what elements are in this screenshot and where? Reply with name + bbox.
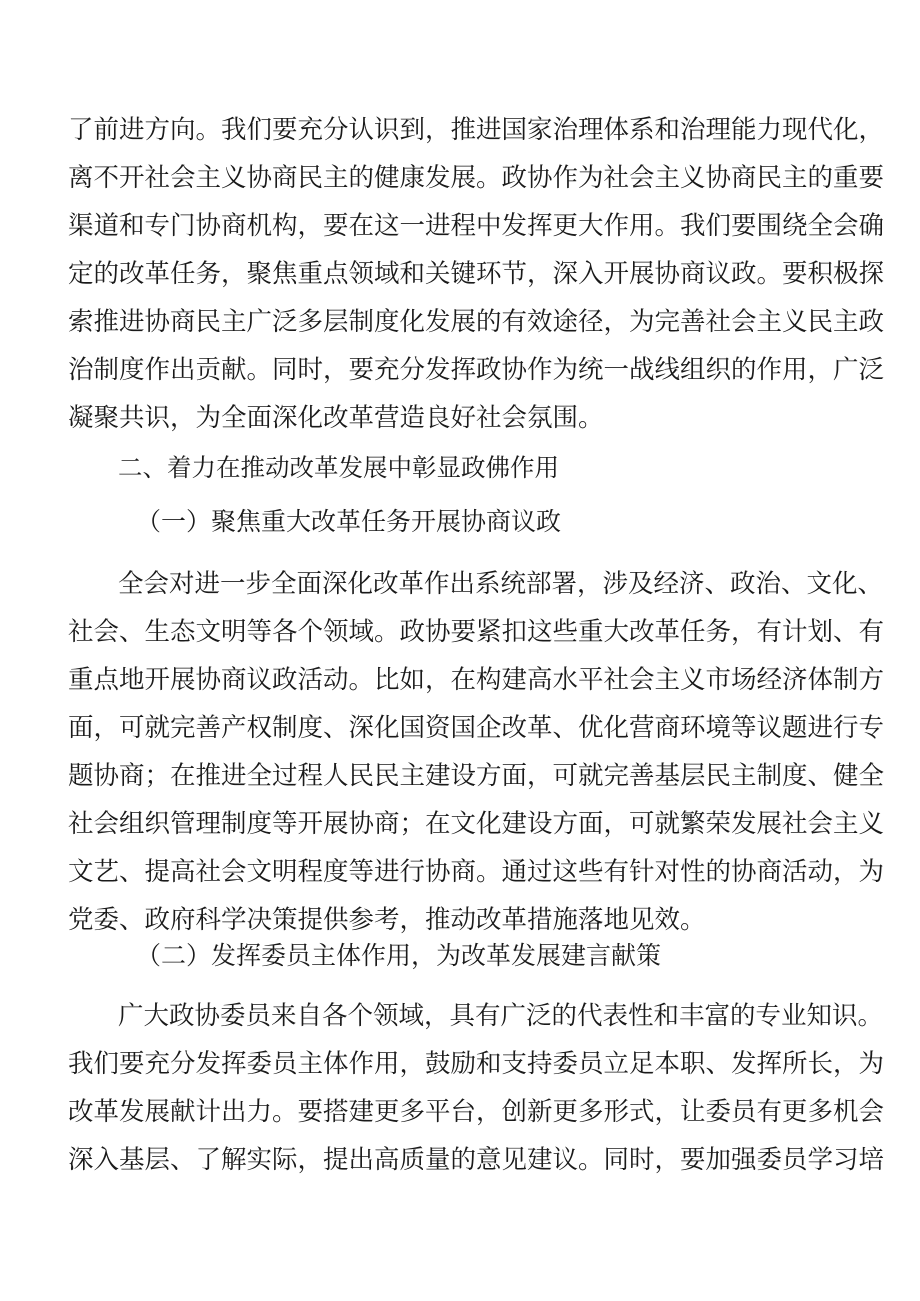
- section-heading: 二、着力在推动改革发展中彰显政佛作用: [118, 453, 559, 482]
- paragraph-line: 我们要充分发挥委员主体作用，鼓励和支持委员立足本职、发挥所长，为: [68, 1049, 885, 1079]
- paragraph-line: 改革发展献计出力。要搭建更多平台，创新更多形式，让委员有更多机会: [68, 1097, 885, 1127]
- paragraph-line: 索推进协商民主广泛多层制度化发展的有效途径，为完善社会主义民主政: [68, 307, 885, 337]
- paragraph-line: 治制度作出贡献。同时，要充分发挥政协作为统一战线组织的作用，广泛: [68, 355, 885, 385]
- paragraph-line: 定的改革任务，聚焦重点领域和关键环节，深入开展协商议政。要积极探: [68, 259, 885, 289]
- paragraph-line: 社会组织管理制度等开展协商；在文化建设方面，可就繁荣发展社会主义: [68, 809, 885, 839]
- paragraph-line: 渠道和专门协商机构，要在这一进程中发挥更大作用。我们要围绕全会确: [68, 211, 885, 241]
- subsection-heading: （二）发挥委员主体作用，为改革发展建言献策: [136, 941, 662, 970]
- paragraph-line: 全会对进一步全面深化改革作出系统部署，涉及经济、政治、文化、: [118, 569, 884, 599]
- paragraph-line: 社会、生态文明等各个领域。政协要紧扣这些重大改革任务，有计划、有: [68, 617, 885, 647]
- paragraph-line: 重点地开展协商议政活动。比如，在构建高水平社会主义市场经济体制方: [68, 665, 885, 695]
- paragraph-line: 离不开社会主义协商民主的健康发展。政协作为社会主义协商民主的重要: [68, 163, 885, 193]
- paragraph-line: 文艺、提高社会文明程度等进行协商。通过这些有针对性的协商活动，为: [68, 857, 885, 887]
- subsection-heading: （一）聚焦重大改革任务开展协商议政: [136, 507, 562, 536]
- paragraph-line: 党委、政府科学决策提供参考，推动改革措施落地见效。: [68, 905, 706, 935]
- paragraph-line: 面，可就完善产权制度、深化国资国企改革、优化营商环境等议题进行专: [68, 713, 885, 743]
- paragraph-line: 题协商；在推进全过程人民民主建设方面，可就完善基层民主制度、健全: [68, 761, 885, 791]
- paragraph-line: 深入基层、了解实际，提出高质量的意见建议。同时，要加强委员学习培: [68, 1145, 885, 1175]
- paragraph-line: 了前进方向。我们要充分认识到，推进国家治理体系和治理能力现代化，: [68, 115, 885, 145]
- paragraph-line: 凝聚共识，为全面深化改革营造良好社会氛围。: [68, 403, 604, 433]
- paragraph-line: 广大政协委员来自各个领域，具有广泛的代表性和丰富的专业知识。: [118, 1001, 884, 1031]
